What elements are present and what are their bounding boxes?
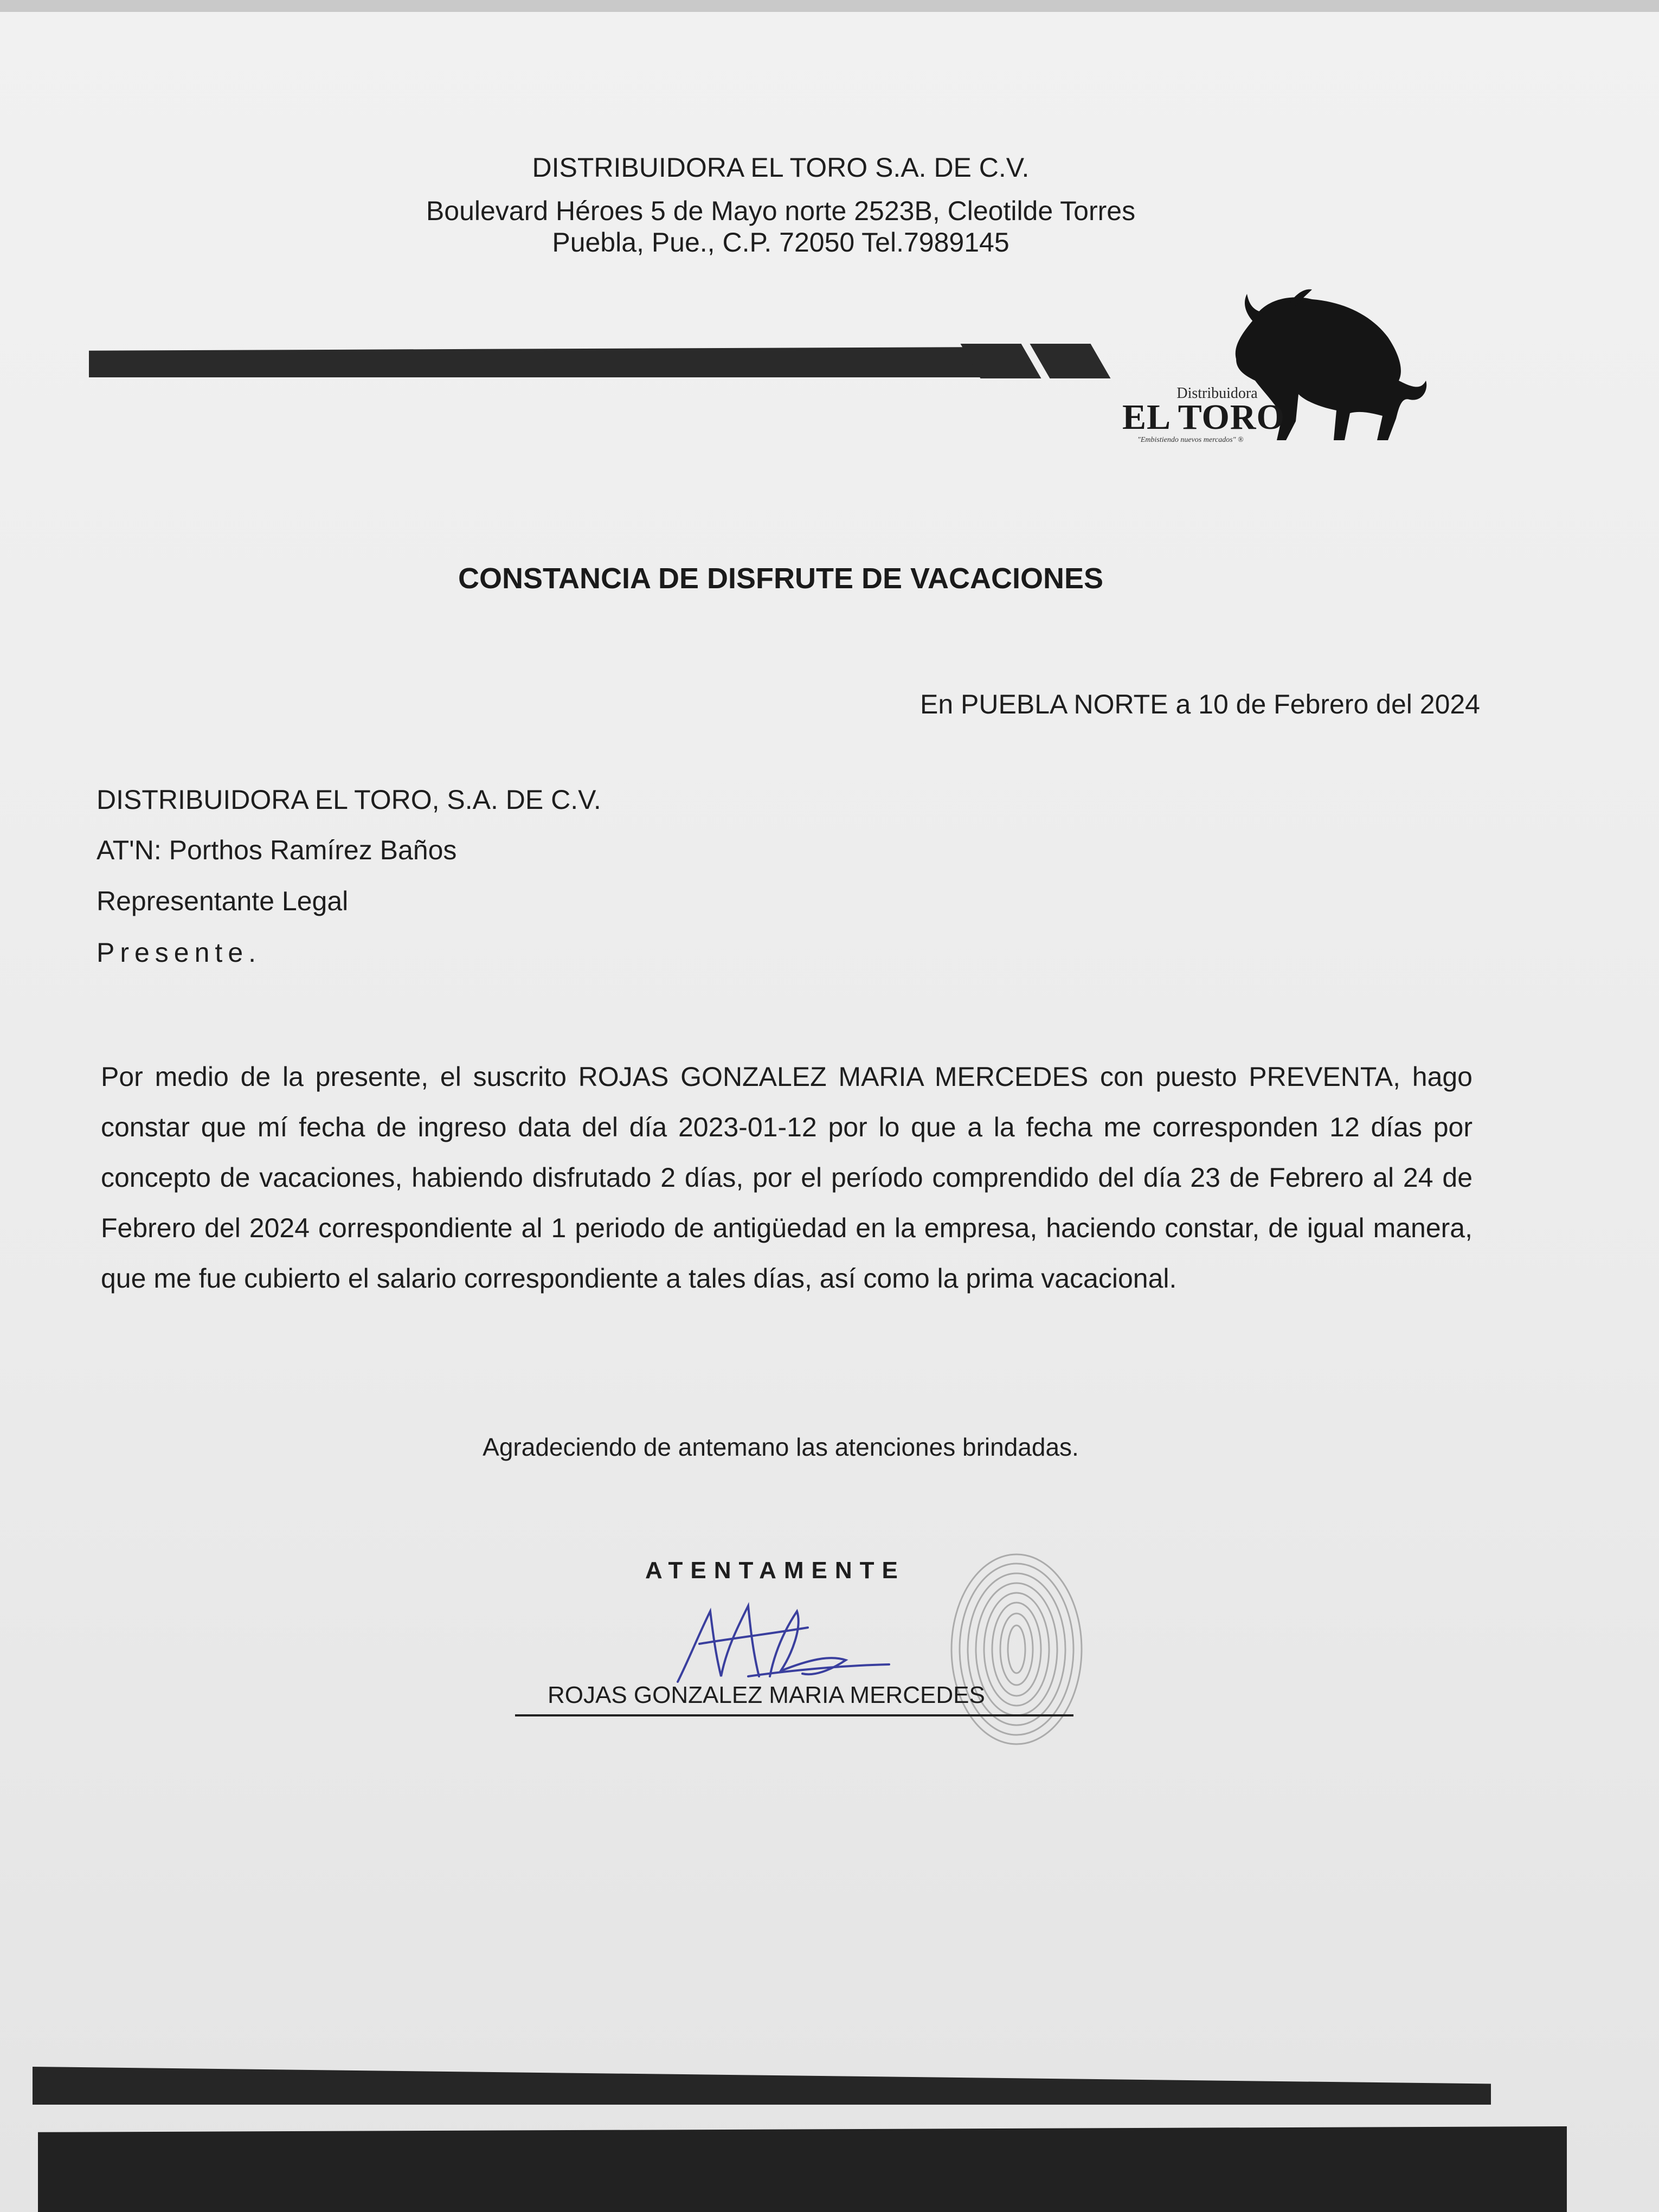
closing-line: Agradeciendo de antemano las atenciones brindadas. xyxy=(483,1433,1079,1461)
footer-bar-upper xyxy=(33,2067,1491,2105)
sign-off: ATENTAMENTE xyxy=(645,1557,905,1584)
signature-line xyxy=(515,1714,1073,1716)
signer-name: ROJAS GONZALEZ MARIA MERCEDES xyxy=(548,1682,985,1708)
recipient-company: DISTRIBUIDORA EL TORO, S.A. DE C.V. xyxy=(97,785,601,815)
recipient-role: Representante Legal xyxy=(97,886,349,916)
letterhead-company: DISTRIBUIDORA EL TORO S.A. DE C.V. xyxy=(532,152,1030,183)
body-paragraph: Por medio de la presente, el suscrito ROJAS GONZALEZ MARIA MERCEDES con puesto PREVENTA, hago constar que mí fecha de ingreso data del día 2023-01-12 por lo que a la fecha me corresponden 12 días por concepto de vacaciones, habiendo disfrutado 2 días, por el período comprendido del día 23 de Febrero al 24 de Febrero del 2024 correspondiente al 1 periodo de antigüedad en la empresa, haciendo constar, de igual manera, que me fue cubierto el salario correspondiente a tales días, así como la prima vacacional. xyxy=(101,1062,1472,1294)
fingerprint-icon xyxy=(943,1546,1090,1752)
date-line: En PUEBLA NORTE a 10 de Febrero del 2024 xyxy=(919,689,1480,719)
logo-name: EL TORO xyxy=(1122,397,1285,437)
header-stripe xyxy=(1030,344,1111,378)
footer-bar-lower xyxy=(38,2126,1567,2212)
recipient-attention: AT'N: Porthos Ramírez Baños xyxy=(97,835,457,865)
letterhead-address-line1: Boulevard Héroes 5 de Mayo norte 2523B, Cleotilde Torres xyxy=(426,196,1136,226)
logo-tagline: "Embistiendo nuevos mercados" ® xyxy=(1137,436,1244,444)
letter-page xyxy=(0,12,1659,2212)
letterhead-address-line2: Puebla, Pue., C.P. 72050 Tel.7989145 xyxy=(552,227,1009,258)
handwritten-signature xyxy=(667,1595,895,1693)
header-bar xyxy=(89,347,994,377)
document-title: CONSTANCIA DE DISFRUTE DE VACACIONES xyxy=(458,562,1104,595)
recipient-presente: Presente. xyxy=(97,937,262,968)
logo-small-text: Distribuidora xyxy=(1176,385,1258,402)
